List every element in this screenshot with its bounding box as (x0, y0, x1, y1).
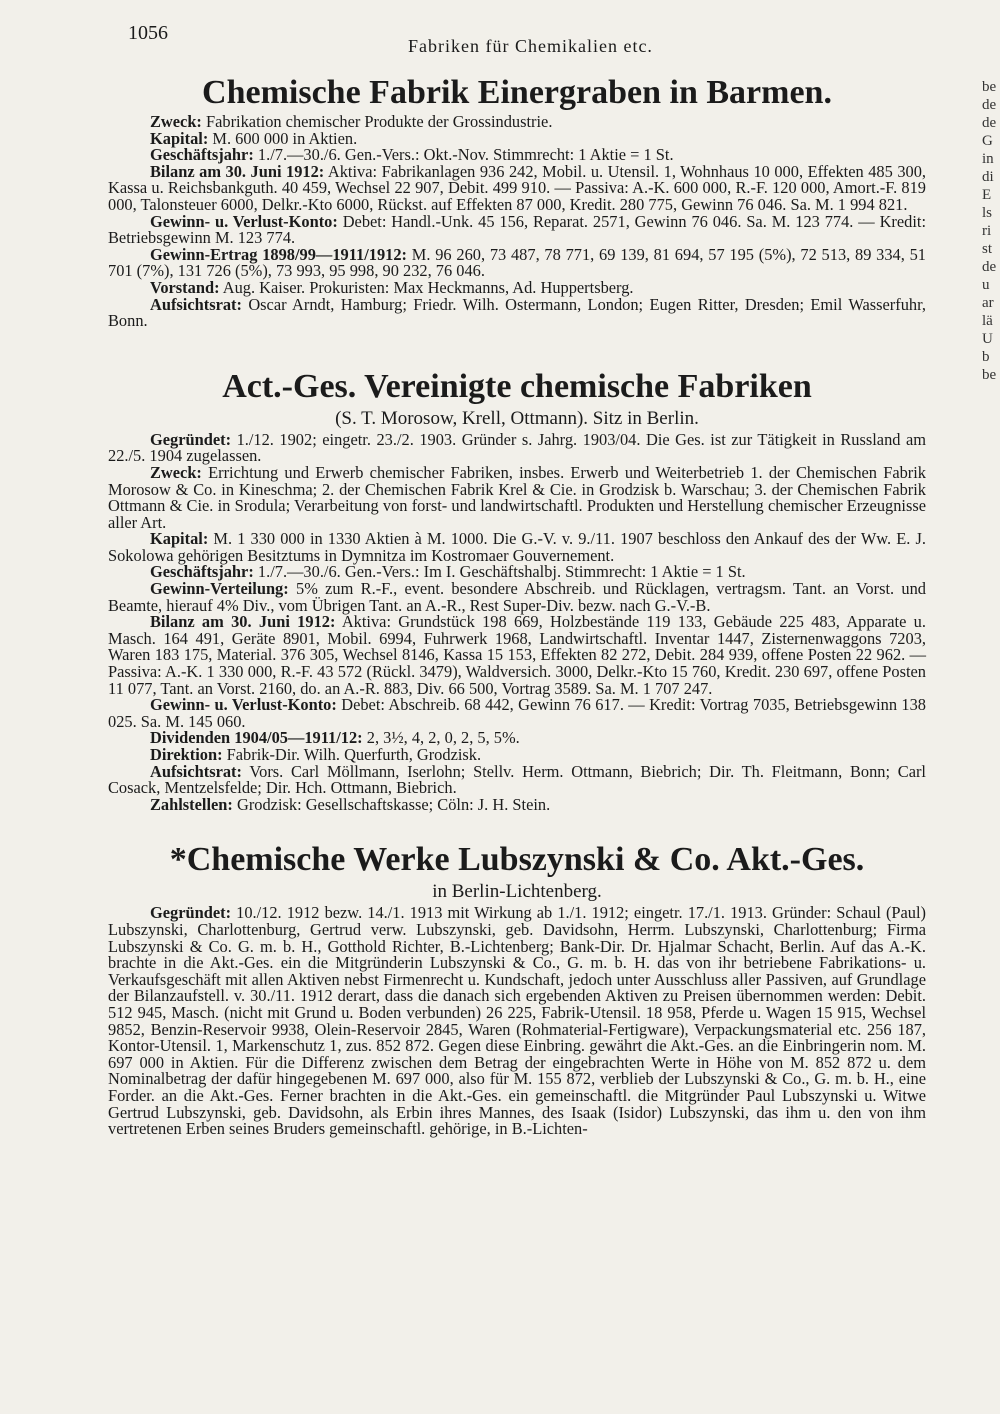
field-label: Vorstand: (150, 277, 220, 297)
field-text: 10./12. 1912 bezw. 14./1. 1913 mit Wirkung ab 1./1. 1912; eingetr. 17./1. 1913. Gründer: Schaul (Paul) Lubszynski, Charlottenburg, Gertrud verw. Lubszynski, geb. Davidsohn, Herrm. Lubszynski, Charlottenburg; Firma Lubszynski & Co. G. m. b. H., Gotthold Richter, B.-Lichtenberg; Bank-Dir. Dr. Hjalmar Schacht, Berlin. Auf das A.-K. brachte in die Akt.-Ges. ein die Mitgründerin Lubszynski & Co., G. m. b. H. das von ihr betriebene Fabrikations- u. Verkaufsgeschäft mit allen Aktiven nebst Firmenrecht u. Kundschaft, jedoch unter Ausschluss aller Passiven, auf Grundlage der Bilanzaufstell. v. 30./11. 1912 derart, dass die danach sich ergebenden Aktiven zu Preisen übernommen werden: Debit. 512 945, Masch. (nicht mit Grund u. Boden verbunden) 26 225, Fabrik-Utensil. 18 958, Pferde u. Wagen 15 915, Wechsel 9852, Benzin-Reservoir 9938, Olein-Reservoir 2845, Waren (Rohmaterial-Fertigware), Verpackungsmaterial etc. 256 187, Kontor-Utensil. 1, Markenschutz 1, zus. 852 872. Gegen diese Einbring. gewährt die Akt.-Ges. an die Einbringerin nom. M. 697 000 in Aktien. Für die Differenz zwischen dem Betrag der eingebrachten Werte in Höhe von M. 852 872 u. dem Nominalbetrag der dafür hingegebenen M. 697 000, also für M. 155 872, verblieb der Lubszynski & Co., G. m. b. H., eine Forder. an die Akt.-Ges. Ferner brachten in die Akt.-Ges. ein gemeinschaftl. die Mitgründer Paul Lubszynski u. Witwe Gertrud Lubszynski, geb. Davidsohn, als Erbin ihres Mannes, des Isaak (Isidor) Lubszynski, das ihm u. den von ihm vertretenen Erben seines Bruders gemeinschaftl. gehörige, in B.-Lichten- (108, 903, 926, 1139)
field-text: Errichtung und Erwerb chemischer Fabriken, insbes. Erwerb und Weiterbetrieb 1. der Chemischen Fabrik Morosow & Co. in Kineschma; 2. der Chemischen Fabrik Krel & Cie. in Grodzisk b. Warschau; 3. der Chemischen Fabrik Ottmann & Cie. in Srodula; Verarbeitung von forst- und landwirtschaftl. Produkten und Herstellung chemischer Erzeugnisse aller Art. (108, 462, 926, 532)
entry-subtitle: in Berlin-Lichtenberg. (432, 881, 602, 903)
field-label: Geschäftsjahr: (150, 562, 254, 582)
field-text: Fabrik-Dir. Wilh. Querfurth, Grodzisk. (226, 745, 482, 764)
entry-paragraph (108, 614, 926, 697)
margin-fragment: be (982, 367, 997, 383)
margin-fragment: in (982, 151, 994, 167)
field-text: M. 96 260, 73 487, 78 771, 69 139, 81 694, 57 195 (5%), 72 513, 89 334, 51 701 (7%), 131 726 (5%), 73 993, 95 998, 90 232, 76 046. (108, 244, 926, 281)
field-label: Gewinn- u. Verlust-Konto: (150, 695, 337, 715)
section-gap (108, 813, 926, 837)
page-number: 1056 (128, 22, 168, 44)
entry-paragraph (108, 697, 926, 730)
entry-paragraph (108, 581, 926, 614)
margin-fragment: U (982, 331, 993, 347)
field-text: Aktiva: Fabrikanlagen 936 242, Mobil. u. Utensil. 1, Wohnhaus 10 000, Effekten 485 300, Kassa u. Reichsbankguth. 40 459, Wechsel 22 907, Debit. 499 910. — Passiva: A.-K. 600 000, R.-F. 120 000, Amort.-F. 819 000, Talonsteuer 6000, Delkr.-Kto 6000, Rückst. auf Effekten 87 000, Kredit. 280 775, Gewinn 76 046. Sa. M. 1 994 821. (108, 161, 926, 214)
entry-paragraph (108, 294, 926, 331)
entry-paragraph (108, 462, 926, 532)
field-text: 5% zum R.-F., event. besondere Abschreib. und Rücklagen, vertragsm. Tant. an Vorst. und Beamte, hierauf 4% Div., vom Übrigen Tant. an A.-R., Rest Super-Div. bezw. nach G.-V.-B. (108, 579, 926, 615)
entry-paragraph (108, 429, 926, 466)
margin-fragment: u (982, 277, 990, 293)
field-label: Gewinn- u. Verlust-Konto: (150, 211, 338, 231)
margin-fragment: G (982, 133, 993, 149)
entry-paragraph (108, 211, 926, 248)
entry-paragraph (108, 794, 926, 814)
entry-einergraben (108, 74, 926, 330)
field-label: Gegründet: (150, 429, 232, 449)
entry-paragraph (108, 161, 926, 214)
margin-fragment: st (982, 241, 993, 257)
field-text: Debet: Handl.-Unk. 45 156, Reparat. 2571, Gewinn 76 046. Sa. M. 123 774. — Kredit: Betriebsgewinn M. 123 774. (108, 211, 926, 248)
field-label: Dividenden 1904/05—1911/12: (150, 728, 363, 748)
field-label: Bilanz am 30. Juni 1912: (150, 161, 325, 181)
margin-fragment: b (982, 349, 990, 365)
entry-paragraph (108, 531, 926, 564)
field-label: Kapital: (150, 128, 209, 148)
field-text: Fabrikation chemischer Produkte der Grossindustrie. (206, 112, 553, 131)
field-label: Zweck: (150, 462, 202, 482)
field-label: Gegründet: (150, 903, 232, 923)
entry-vereinigte-chemische-fabriken (108, 368, 926, 814)
margin-fragment: ar (982, 295, 994, 311)
running-header: Fabriken für Chemikalien etc. (408, 36, 653, 56)
entry-title: *Chemische Werke Lubszynski & Co. Akt.-Ges. (169, 841, 865, 879)
field-label: Aufsichtsrat: (150, 294, 242, 314)
margin-fragment: de (982, 115, 997, 131)
field-label: Gewinn-Ertrag 1898/99—1911/1912: (150, 244, 407, 264)
field-label: Bilanz am 30. Juni 1912: (150, 612, 336, 632)
field-text: 1./7.—30./6. Gen.-Vers.: Okt.-Nov. Stimmrecht: 1 Aktie = 1 St. (257, 145, 674, 165)
field-text: Oscar Arndt, Hamburg; Friedr. Wilh. Ostermann, London; Eugen Ritter, Dresden; Emil Wasserfuhr, Bonn. (108, 294, 926, 331)
entry-lubszynski (108, 841, 926, 1137)
field-label: Aufsichtsrat: (150, 761, 242, 781)
entry-title: Act.-Ges. Vereinigte chemische Fabriken (222, 367, 812, 405)
margin-fragment: be (982, 79, 997, 95)
adjacent-page-margin (982, 78, 1000, 384)
margin-fragment: di (982, 169, 994, 185)
field-text: M. 600 000 in Aktien. (212, 128, 358, 148)
field-label: Kapital: (150, 529, 209, 549)
field-text: M. 1 330 000 in 1330 Aktien à M. 1000. Die G.-V. v. 9./11. 1907 beschloss den Ankauf des der Ww. E. J. Sokolowa gehörigen Besitztums in Dymnitza im Kostromaer Gouvernement. (108, 529, 926, 565)
margin-fragment: lä (982, 313, 993, 329)
margin-fragment: de (982, 97, 997, 113)
field-text: Grodzisk: Gesellschaftskasse; Cöln: J. H. Stein. (236, 794, 551, 814)
field-text: 1./12. 1902; eingetr. 23./2. 1903. Gründer s. Jahrg. 1903/04. Die Ges. ist zur Tätigkeit in Russland am 22./5. 1904 zugelassen. (108, 429, 926, 466)
field-text: 1./7.—30./6. Gen.-Vers.: Im I. Geschäftshalbj. Stimmrecht: 1 Aktie = 1 St. (257, 562, 746, 582)
section-gap (108, 330, 926, 364)
field-label: Gewinn-Verteilung: (150, 579, 289, 599)
field-text: Debet: Abschreib. 68 442, Gewinn 76 617. — Kredit: Vortrag 7035, Betriebsgewinn 138 025. Sa. M. 145 060. (108, 695, 927, 731)
margin-fragment: ls (982, 205, 993, 221)
field-text: Aug. Kaiser. Prokuristen: Max Heckmanns, Ad. Huppertsberg. (222, 277, 634, 297)
entry-paragraph (108, 905, 926, 1137)
field-text: Vors. Carl Möllmann, Iserlohn; Stellv. Herm. Ottmann, Biebrich; Dir. Th. Fleitmann, Bonn; Carl Cosack, Mentzelsfelde; Dir. Hch. Ottmann, Biebrich. (108, 761, 926, 798)
margin-fragment: E (982, 187, 992, 203)
field-label: Zweck: (150, 112, 202, 131)
field-label: Zahlstellen: (150, 794, 233, 814)
entry-title: Chemische Fabrik Einergraben in Barmen. (202, 74, 832, 111)
entry-subtitle: (S. T. Morosow, Krell, Ottmann). Sitz in Berlin. (335, 407, 699, 429)
entry-paragraph (108, 761, 926, 798)
field-text: 2, 3½, 4, 2, 0, 2, 5, 5%. (366, 728, 520, 748)
margin-fragment: de (982, 259, 997, 275)
entry-paragraph (108, 244, 926, 281)
field-label: Geschäftsjahr: (150, 145, 254, 165)
main-column (108, 70, 926, 1138)
field-label: Direktion: (150, 745, 223, 764)
margin-fragment: ri (982, 223, 992, 239)
field-text: Aktiva: Grundstück 198 669, Holzbestände 119 133, Gebäude 225 483, Apparate u. Masch. 164 491, Geräte 8901, Mobil. 6994, Fuhrwerk 1968, Landwirtschaftl. Inventar 1447, Zisternenwaggons 7203, Waren 183 175, Material. 376 305, Wechsel 8146, Kassa 15 153, Effekten 82 272, Debit. 284 939, offene Posten 22 962. — Passiva: A.-K. 1 330 000, R.-F. 43 572 (Rückl. 3479), Waldversich. 3000, Delkr.-Kto 15 760, Kredit. 230 697, offene Posten 11 077, Tant. an Vorst. 2160, do. an A.-R. 883, Div. 66 500, Vortrag 3589. Sa. M. 1 707 247. (108, 612, 926, 698)
